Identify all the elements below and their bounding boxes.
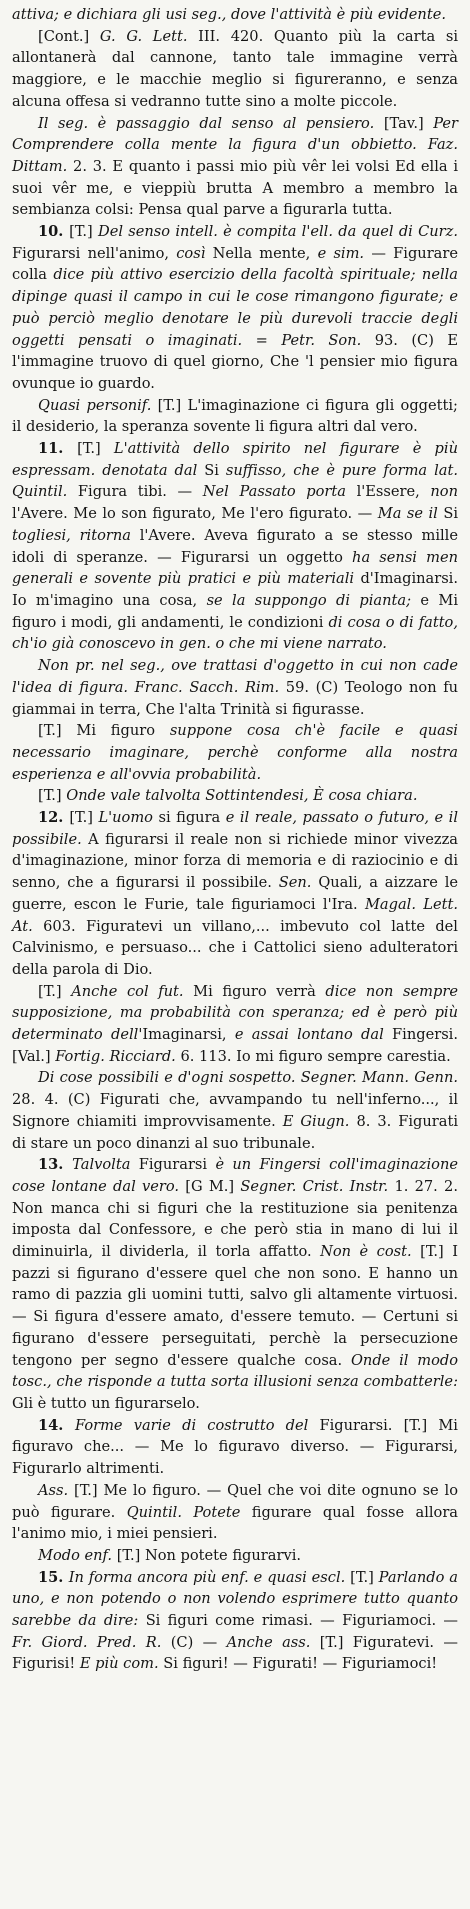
italic-text: E Giugn. <box>282 1112 357 1130</box>
text-run: — Figurare colla <box>12 244 458 284</box>
entry-paragraph <box>12 4 458 26</box>
italic-text: Anche col fut. <box>71 982 194 1000</box>
italic-text: Ass. <box>38 1481 75 1499</box>
text-run: III. 420. Quanto più la carta si allontanerà dal cannone, tanto tale immagine verrà maggiore, e le macchie meglio si figureranno, e senza alcuna offesa si vedranno tutte sino a molte piccole. <box>12 27 458 110</box>
entry-paragraph <box>12 720 458 785</box>
text-run: [T.] <box>350 1568 379 1586</box>
italic-text: L'attività dello spirito nel figurare è più espressam. denotata dal <box>12 440 458 479</box>
italic-text: suffisso, che è pure forma lat. Quintil. <box>12 461 458 501</box>
entry-paragraph <box>12 807 458 981</box>
italic-text: non <box>430 483 458 501</box>
italic-text: è un Fingersi coll'imaginazione cose lontane dal vero. <box>12 1156 458 1195</box>
italic-text: Talvolta <box>72 1156 139 1174</box>
italic-text: dice più attivo esercizio della facoltà spirituale; nella dipinge quasi il campo in cui le cose rimangono figurate; e può perciò meglio denotare le più durevoli traccie degli oggetti pensati o imaginati. <box>12 266 458 349</box>
italic-text: Sen. <box>278 874 319 892</box>
italic-text: suppone cosa ch'è facile e quasi necessario imaginare, perchè conforme alla nostra esperienza e all'ovvia probabilità. <box>12 722 458 783</box>
italic-text: Parlando a uno, e non potendo o non volendo esprimere tutto quanto sarebbe da dire: <box>12 1568 458 1630</box>
entry-paragraph <box>12 1545 458 1567</box>
italic-text: Forme varie di costrutto del <box>75 1416 320 1434</box>
entry-paragraph <box>12 1480 458 1545</box>
text-run: [T.] <box>77 440 114 458</box>
text-run: [Cont.] <box>38 27 100 45</box>
text-run: [T.] Me lo figuro. — Quel che voi dite ognuno se lo può figurare. <box>12 1481 459 1521</box>
italic-text: Fr. Giord. Pred. R. <box>12 1633 171 1651</box>
text-run: [T.] <box>38 787 67 805</box>
text-run: 1. 27. 2. Non manca chi si figuri che la restituzione sia penitenza imposta dal Confessore, e che però stia in mano di lui il diminuirla, il dividerla, il torla affatto. <box>12 1177 458 1261</box>
text-run: 59. (C) Teologo non fu giammai in terra, Che l'alta Trinità si figurasse. <box>12 678 459 718</box>
text-run: Figurarsi nell'animo, <box>12 244 177 262</box>
italic-text: In forma ancora più enf. e quasi escl. <box>68 1568 351 1586</box>
italic-text: Il seg. è passaggio dal senso al pensiero. <box>38 114 384 132</box>
text-run: l'Avere. Aveva figurato a se stesso mille idoli di speranze. — Figurarsi un oggetto <box>12 526 458 566</box>
text-run: l'Avere. Me lo son figurato, Me l'ero figurato. — <box>12 505 378 523</box>
italic-text: Onde il modo tosc., che risponde a tutta sorta illusioni senza combatterle: <box>12 1351 458 1391</box>
text-run: l'Essere, <box>356 483 431 501</box>
sense-number: 14. <box>38 1416 75 1434</box>
italic-text: L'uomo <box>98 809 159 827</box>
italic-text: Non pr. nel seg., ove trattasi d'oggetto in cui non cade l'idea di figura. Franc. Sacch. Rim. <box>12 657 458 696</box>
italic-text: Non è cost. <box>320 1243 421 1261</box>
italic-text: e assai lontano dal <box>234 1026 393 1044</box>
text-run: (C) — <box>170 1633 227 1651</box>
italic-text: Nel Passato porta <box>202 483 357 501</box>
entry-paragraph <box>12 395 458 438</box>
italic-text: Fortig. Ricciard. <box>55 1047 181 1065</box>
entry-paragraph <box>12 1067 458 1154</box>
text-run: Imaginarsi, <box>142 1026 235 1044</box>
italic-text: così <box>176 244 213 262</box>
text-run: figurare qual fosse allora l'animo mio, i miei pensieri. <box>12 1503 459 1543</box>
text-run: 93. (C) E l'immagine truovo di quel giorno, Che 'l pensier mio figura ovunque io guardo. <box>12 331 458 392</box>
text-run: Figura tibi. — <box>77 483 203 501</box>
sense-number: 10. <box>38 223 70 241</box>
italic-text: Magal. Lett. At. <box>12 895 458 935</box>
entry-paragraph <box>12 785 458 807</box>
text-run: = <box>255 331 282 349</box>
entry-paragraph <box>12 1154 458 1414</box>
text-run: Fingersi. [Val.] <box>12 1026 458 1065</box>
italic-text: Petr. Son. <box>281 331 375 349</box>
text-run: [T.] Mi figuro <box>38 722 170 740</box>
text-run: 8. 3. Figurati di stare un poco dinanzi al suo tribunale. <box>12 1112 458 1152</box>
italic-text: E più com. <box>79 1655 164 1673</box>
italic-text: se la suppongo di pianta; <box>206 591 421 609</box>
text-run: Figurarsi. [T.] Mi figuravo che... — Me lo figuravo diverso. — Figurarsi, Figurarlo altrimenti. <box>12 1416 458 1478</box>
text-run: Si <box>443 505 458 523</box>
text-run: [T.] Non potete figurarvi. <box>116 1546 301 1564</box>
text-run: [T.] I pazzi si figurano d'essere quel che non sono. E hanno un ramo di pazzia gli uomini tutti, salvo gli altamente virtuosi. — Si figura d'essere amato, d'essere temuto. — Certuni si figurano d'essere perseguitati, perchè la persecuzione tengono per segno d'essere qualche cosa. <box>12 1243 458 1369</box>
italic-text: Quasi personif. <box>38 396 158 414</box>
entry-paragraph <box>12 221 458 395</box>
italic-text: Per Comprendere colla mente la figura d'un obbietto. Faz. Dittam. <box>12 114 459 175</box>
italic-text: Onde vale talvolta Sottintendesi, È cosa chiara. <box>66 787 418 805</box>
entry-paragraph <box>12 655 458 720</box>
text-run: 2. 3. E quanto i passi mio più vêr lei volsi Ed ella i suoi vêr me, e vieppiù brutta A membro a membro la sembianza colsi: Pensa qual parve a figurarla tutta. <box>12 157 459 219</box>
entry-paragraph <box>12 438 458 655</box>
text-run: 603. Figuratevi un villano,... imbevuto col latte del Calvinismo, e persuaso... che i Cattolici sieno adulteratori della parola di Dio. <box>12 917 458 978</box>
italic-text: attiva; e dichiara gli usi seg., dove l'attività è più evidente. <box>12 6 446 23</box>
sense-number: 15. <box>38 1568 69 1586</box>
text-run: Quali, a aizzare le guerre, escon le Furie, tale figuriamoci l'Ira. <box>12 874 458 913</box>
italic-text: ha sensi men generali e sovente più pratici e più materiali <box>12 548 458 588</box>
text-run: [T.] <box>69 223 98 241</box>
italic-text: Segner. Crist. Instr. <box>240 1177 395 1195</box>
entry-paragraph <box>12 1567 458 1676</box>
text-run: Si <box>204 461 226 479</box>
text-run: Mi figuro verrà <box>193 982 326 1000</box>
text-run: [T.] L'imaginazione ci figura gli oggetti; il desiderio, la speranza sovente li figura altri dal vero. <box>12 396 458 436</box>
sense-number: 11. <box>38 440 78 458</box>
italic-text: togliesi, ritorna <box>12 526 140 544</box>
entry-paragraph <box>12 26 458 113</box>
entry-paragraph <box>12 113 458 222</box>
entry-paragraph <box>12 981 458 1068</box>
italic-text: e il reale, passato o futuro, e il possibile. <box>12 809 458 848</box>
text-run: [G M.] <box>185 1177 241 1195</box>
text-run: [T.] <box>38 982 72 1000</box>
text-run: e Mi figuro i modi, gli andamenti, le condizioni <box>12 591 458 631</box>
italic-text: Quintil. Potete <box>126 1503 252 1521</box>
entry-paragraph <box>12 1415 458 1480</box>
italic-text: G. G. Lett. <box>99 27 199 45</box>
text-run: Figurarsi <box>138 1156 216 1174</box>
italic-text: dice non sempre supposizione, ma probabilità con speranza; ed è però più determinato dell' <box>12 982 458 1044</box>
italic-text: Anche ass. <box>226 1633 320 1651</box>
text-run: [T.] Figuratevi. — Figurisi! <box>12 1633 458 1673</box>
italic-text: Modo enf. <box>38 1546 117 1564</box>
text-run: Nella mente, <box>212 244 318 262</box>
italic-text: Del senso intell. è compita l'ell. da quel di Curz. <box>98 223 458 241</box>
italic-text: e sim. <box>317 244 372 262</box>
text-run: Gli è tutto un figurarselo. <box>12 1395 200 1412</box>
text-run: Si figuri come rimasi. — Figuriamoci. — <box>145 1612 459 1630</box>
text-run: [Tav.] <box>383 114 434 132</box>
text-run: 28. 4. (C) Figurati che, avvampando tu nell'inferno..., il Signore chiamiti improvvisamente. <box>12 1091 458 1130</box>
text-run: 6. 113. Io mi figuro sempre carestia. <box>180 1047 451 1065</box>
italic-text: di cosa o di fatto, ch'io già conoscevo in gen. o che mi viene narrato. <box>12 613 458 653</box>
italic-text: Ma se il <box>377 505 444 523</box>
text-run: [T.] <box>69 809 99 827</box>
text-run: A figurarsi il reale non si richiede minor vivezza d'imaginazione, minor forza di memoria e di raziocinio e di senno, che a figurarsi il possibile. <box>12 830 458 892</box>
text-run: Si figuri! — Figurati! — Figuriamoci! <box>163 1655 438 1673</box>
sense-number: 13. <box>38 1156 73 1174</box>
italic-text: Di cose possibili e d'ogni sospetto. Segner. Mann. Genn. <box>38 1069 458 1087</box>
text-run: d'Imaginarsi. Io m'imagino una cosa, <box>12 570 458 609</box>
sense-number: 12. <box>38 809 70 827</box>
text-run: si figura <box>158 809 226 827</box>
